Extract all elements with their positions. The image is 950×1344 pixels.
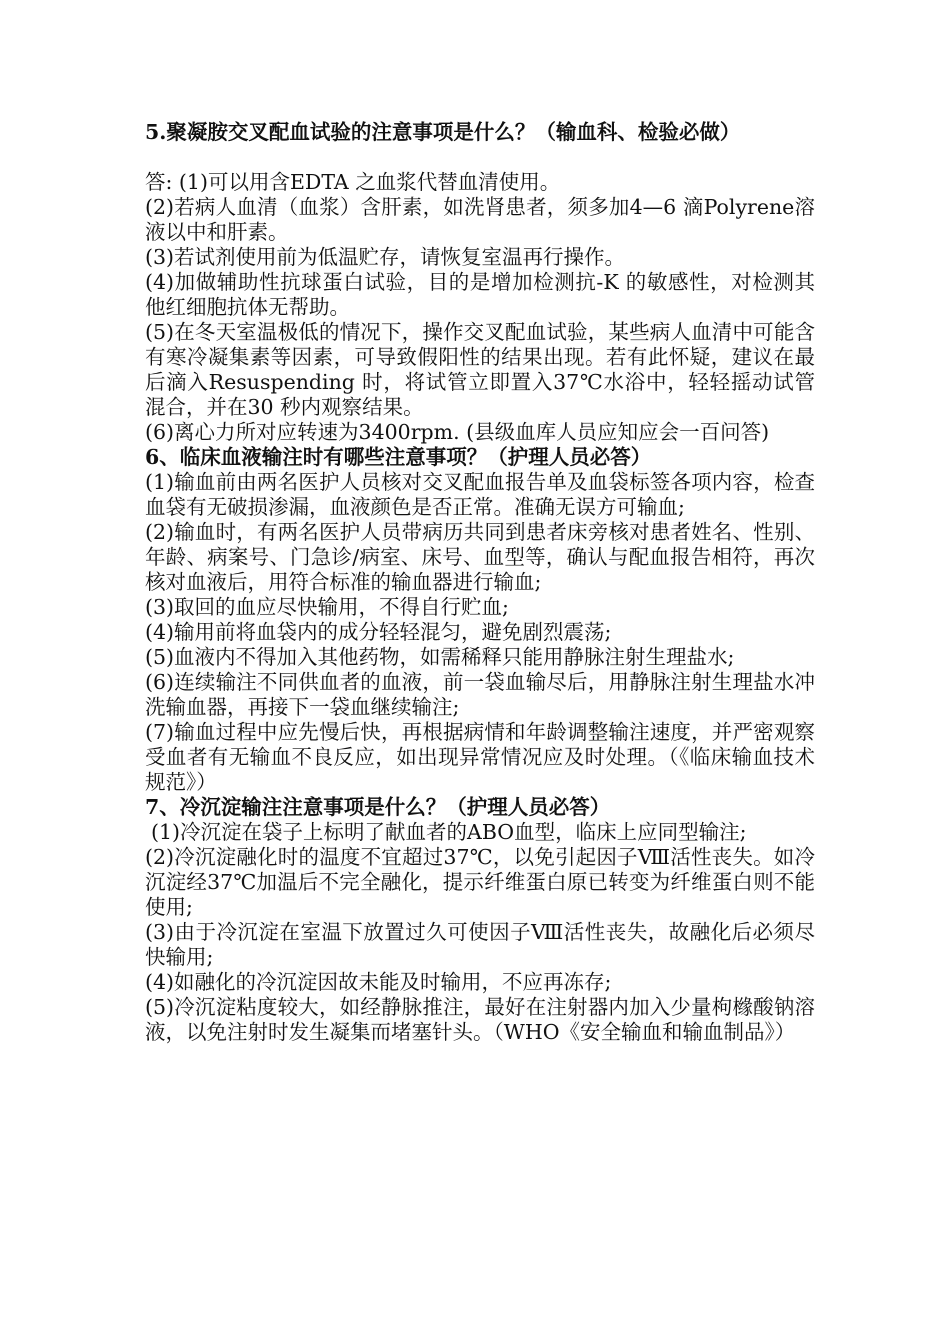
section-7-item-2: (2)冷沉淀融化时的温度不宜超过37℃，以免引起因子Ⅷ活性丧失。如冷沉淀经37℃加温后不完全融化，提示纤维蛋白原已转变为纤维蛋白则不能使用; [145, 845, 815, 919]
section-6-item-1: (1)输血前由两名医护人员核对交叉配血报告单及血袋标签各项内容，检查血袋有无破损渗漏，血液颜色是否正常。准确无误方可输血; [145, 470, 815, 519]
section-6-item-5: (5)血液内不得加入其他药物，如需稀释只能用静脉注射生理盐水; [145, 645, 735, 669]
section-7-item-3: (3)由于冷沉淀在室温下放置过久可使因子Ⅷ活性丧失，故融化后必须尽快输用; [145, 920, 815, 969]
section-5-answer-4: (4)加做辅助性抗球蛋白试验，目的是增加检测抗-K 的敏感性，对检测其他红细胞抗体无帮助。 [145, 270, 815, 319]
section-5-answer-1: 答: (1)可以用含EDTA 之血浆代替血清使用。 [145, 170, 561, 194]
section-7-item-1: (1)冷沉淀在袋子上标明了献血者的ABO血型，临床上应同型输注; [151, 820, 747, 844]
section-6-item-7: (7)输血过程中应先慢后快，再根据病情和年龄调整输注速度，并严密观察受血者有无输血不良反应，如出现异常情况应及时处理。（《临床输血技术规范》） [145, 720, 815, 794]
section-6-item-2: (2)输血时，有两名医护人员带病历共同到患者床旁核对患者姓名、性别、年龄、病案号、门急诊/病室、床号、血型等，确认与配血报告相符，再次核对血液后，用符合标准的输血器进行输血; [145, 520, 815, 594]
section-5-answer-3: (3)若试剂使用前为低温贮存，请恢复室温再行操作。 [145, 245, 626, 269]
section-7-heading: 7、冷沉淀输注注意事项是什么？（护理人员必答） [145, 795, 611, 819]
section-6-heading: 6、临床血液输注时有哪些注意事项？（护理人员必答） [145, 445, 652, 469]
section-6-item-3: (3)取回的血应尽快输用，不得自行贮血; [145, 595, 509, 619]
section-5-answer-5: (5)在冬天室温极低的情况下，操作交叉配血试验，某些病人血清中可能含有寒冷凝集素等因素，可导致假阳性的结果出现。若有此怀疑，建议在最后滴入Resuspending 时，将试管立即置入37℃水浴中，轻轻摇动试管混合，并在30 秒内观察结果。 [145, 320, 815, 419]
section-6-item-4: (4)输用前将血袋内的成分轻轻混匀，避免剧烈震荡; [145, 620, 612, 644]
document-page [145, 120, 815, 1045]
section-7-item-5: (5)冷沉淀粘度较大，如经静脉推注，最好在注射器内加入少量枸橼酸钠溶液，以免注射时发生凝集而堵塞针头。（WHO《安全输血和输血制品》） [145, 995, 815, 1044]
section-5-answer-2: (2)若病人血清（血浆）含肝素，如洗肾患者，须多加4—6 滴Polyrene溶液以中和肝素。 [145, 195, 815, 244]
section-6-item-6: (6)连续输注不同供血者的血液，前一袋血输尽后，用静脉注射生理盐水冲洗输血器，再接下一袋血继续输注; [145, 670, 815, 719]
section-5-answer-6: (6)离心力所对应转速为3400rpm. (县级血库人员应知应会一百问答) [145, 420, 770, 444]
section-5-heading: 5.聚凝胺交叉配血试验的注意事项是什么？（输血科、检验必做） [145, 120, 741, 144]
section-7-item-4: (4)如融化的冷沉淀因故未能及时输用，不应再冻存; [145, 970, 612, 994]
